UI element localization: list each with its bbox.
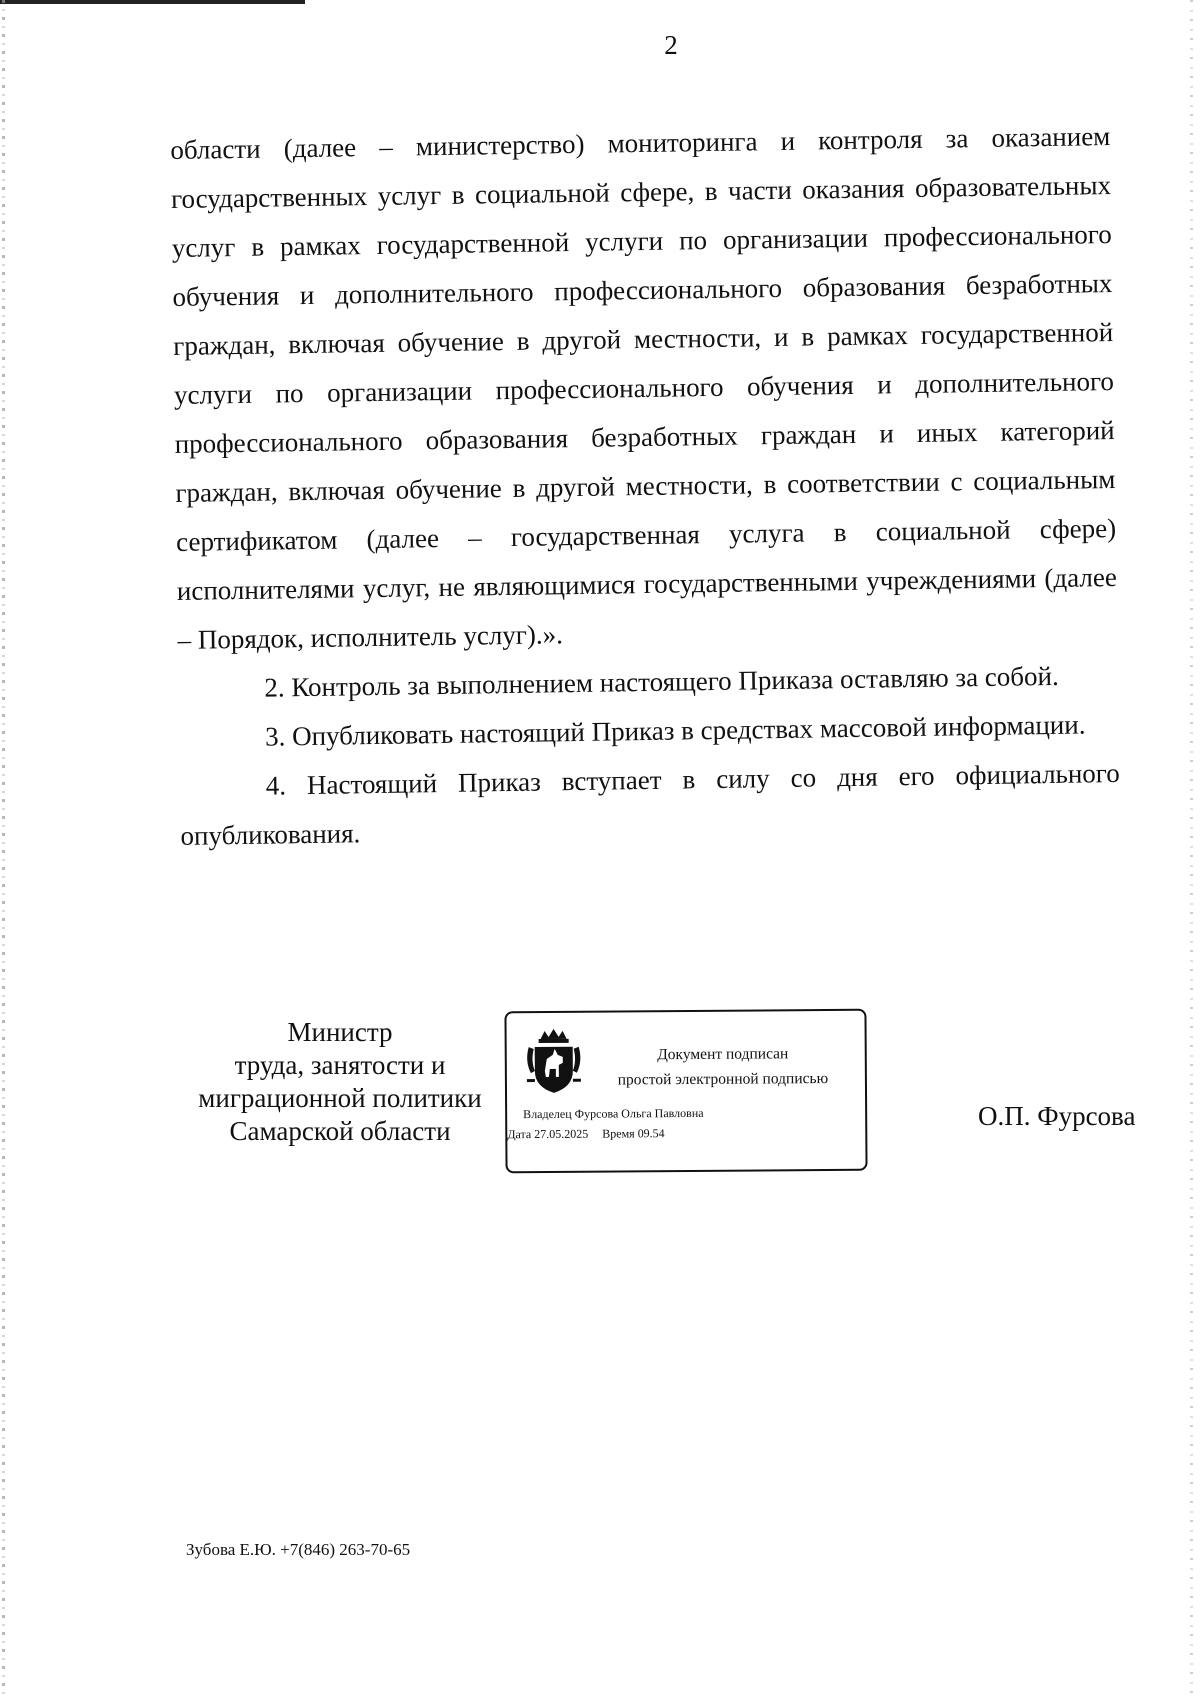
executor-contact: Зубова Е.Ю. +7(846) 263-70-65: [186, 1540, 411, 1559]
page-number: 2: [664, 30, 678, 60]
electronic-signature-stamp: [504, 1009, 867, 1174]
samara-coat-of-arms-icon: [525, 1027, 583, 1095]
stamp-title-line: простой электронной подписью: [617, 1070, 829, 1089]
body-item-4: 4. Настоящий Приказ вступает в силу со дня его официального опубликования.: [180, 757, 1120, 851]
document-body: [170, 112, 1121, 861]
stamp-datetime: [507, 1126, 664, 1142]
scan-edge-mark: [0, 0, 305, 4]
body-item-3: 3. Опубликовать настоящий Приказ в средствах массовой информации.: [264, 709, 1086, 752]
stamp-owner: Владелец Фурсова Ольга Павловна: [523, 1105, 704, 1122]
body-paragraph-continuation: области (далее – министерство) мониторинга и контроля за оказанием государственных услуг в социальной сфере, в части оказания образовательных услуг в рамках государственной услуги по организации профессионального обучения и дополнительного профессионального образования безработных граждан, включая обучение в другой местности, и в рамках государственной услуги по организации профессионального обучения и дополнительного профессионального образования безработных граждан и иных категорий граждан, включая обучение в другой местности, в соответствии с социальным сертификатом (далее – государственная услуга в социальной сфере) исполнителями услуг, не являющимися государственными учреждениями (далее – Порядок, исполнитель услуг).».: [170, 121, 1118, 655]
signer-position: [180, 1016, 500, 1148]
stamp-title-line: Документ подписан: [657, 1045, 789, 1064]
stamp-title: [591, 1041, 855, 1093]
signer-position-line: Министр: [287, 1017, 393, 1047]
scan-edge-left: [2, 0, 5, 1698]
body-item-2: 2. Контроль за выполнением настоящего Приказа оставляю за собой.: [264, 660, 1059, 703]
scan-edge-right: [1190, 0, 1193, 1698]
signer-name: О.П. Фурсова: [978, 1101, 1136, 1131]
signer-position-line: труда, занятости и: [234, 1050, 446, 1080]
signer-position-line: миграционной политики: [198, 1083, 482, 1113]
signer-position-line: Самарской области: [229, 1116, 451, 1146]
stamp-date: Дата 27.05.2025: [507, 1126, 589, 1142]
stamp-time: Время 09.54: [602, 1126, 665, 1141]
